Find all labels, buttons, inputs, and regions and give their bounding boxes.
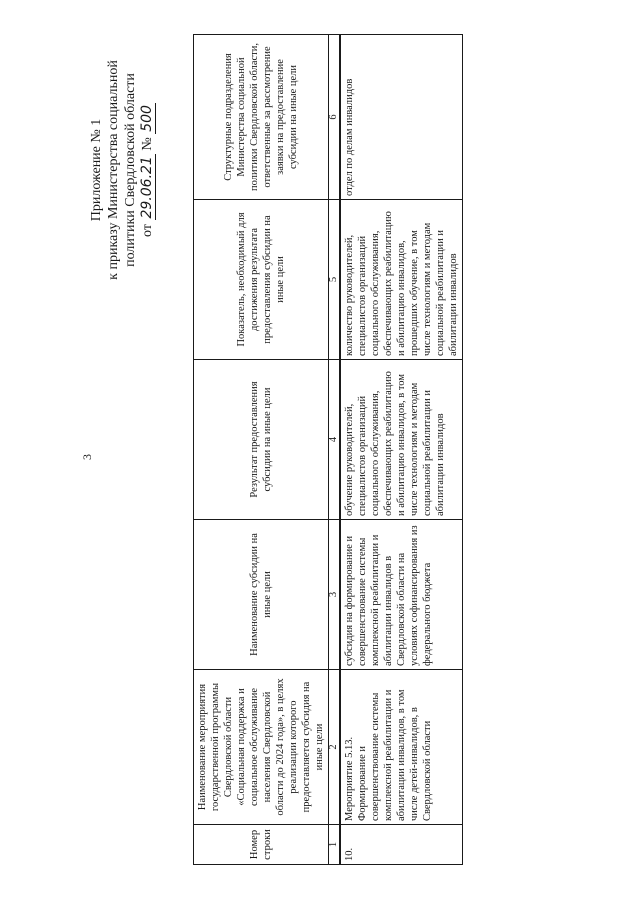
cell-subsidy-name: субсидия на формирование и совершенствование системы комплексной реабилитации и абилитации инвалидов в Свердловской области на условиях софинансирования из федерального бюджета bbox=[340, 520, 463, 670]
number-prefix: № bbox=[140, 137, 155, 151]
annex-header bbox=[88, 45, 156, 295]
header-responsible-units: Структурные подразделения Министерства социальной политики Свердловской области, ответственные за рассмотрение заявки на предоставление субсидии на иные цели bbox=[194, 35, 329, 200]
annex-date-line bbox=[139, 45, 156, 295]
annex-ministry-line: политики Свердловской области bbox=[123, 73, 138, 267]
column-number: 3 bbox=[329, 520, 341, 670]
annex-title: Приложение № 1 bbox=[89, 118, 104, 222]
annex-order-line: к приказу Министерства социальной bbox=[106, 60, 121, 280]
column-number-row bbox=[329, 35, 341, 865]
cell-row-number: 10. bbox=[340, 825, 463, 865]
column-number: 2 bbox=[329, 670, 341, 825]
header-row-number: Номер строки bbox=[194, 825, 329, 865]
column-number: 1 bbox=[329, 825, 341, 865]
order-date: 29.06.21 bbox=[139, 156, 155, 219]
column-number: 6 bbox=[329, 35, 341, 200]
header-subsidy-result: Результат предоставления субсидии на иные цели bbox=[194, 360, 329, 520]
table-row bbox=[340, 35, 463, 865]
subsidy-table bbox=[193, 34, 463, 865]
page-number: 3 bbox=[80, 454, 94, 460]
date-prefix: от bbox=[140, 224, 155, 237]
column-number: 4 bbox=[329, 360, 341, 520]
cell-program-activity: Мероприятие 5.13. Формирование и совершенствование системы комплексной реабилитации и абилитации инвалидов, в том числе детей-инвалидов, в Свердловской области bbox=[340, 670, 463, 825]
cell-responsible-unit: отдел по делам инвалидов bbox=[340, 35, 463, 200]
column-number: 5 bbox=[329, 200, 341, 360]
order-number: 500 bbox=[139, 105, 155, 132]
cell-subsidy-result: обучение руководителей, специалистов организаций социального обслуживания, обеспечивающих реабилитацию и абилитацию инвалидов, в том числе технологиям и методам социальной реабилитации и абилитации инвалидов bbox=[340, 360, 463, 520]
cell-indicator: количество руководителей, специалистов организаций социального обслуживания, обеспечивающих реабилитацию и абилитацию инвалидов, прошедших обучение, в том числе технологиям и методам социальной реабилитации и абилитации инвалидов bbox=[340, 200, 463, 360]
header-indicator: Показатель, необходимый для достижения результата предоставления субсидии на иные цели bbox=[194, 200, 329, 360]
table-header-row bbox=[194, 35, 329, 865]
header-subsidy-name: Наименование субсидии на иные цели bbox=[194, 520, 329, 670]
header-program-activity: Наименование мероприятия государственной программы Свердловской области «Социальная поддержка и социальное обслуживание населения Свердловской области до 2024 года», в целях реализации которого предоставляется субсидия на иные цели bbox=[194, 670, 329, 825]
